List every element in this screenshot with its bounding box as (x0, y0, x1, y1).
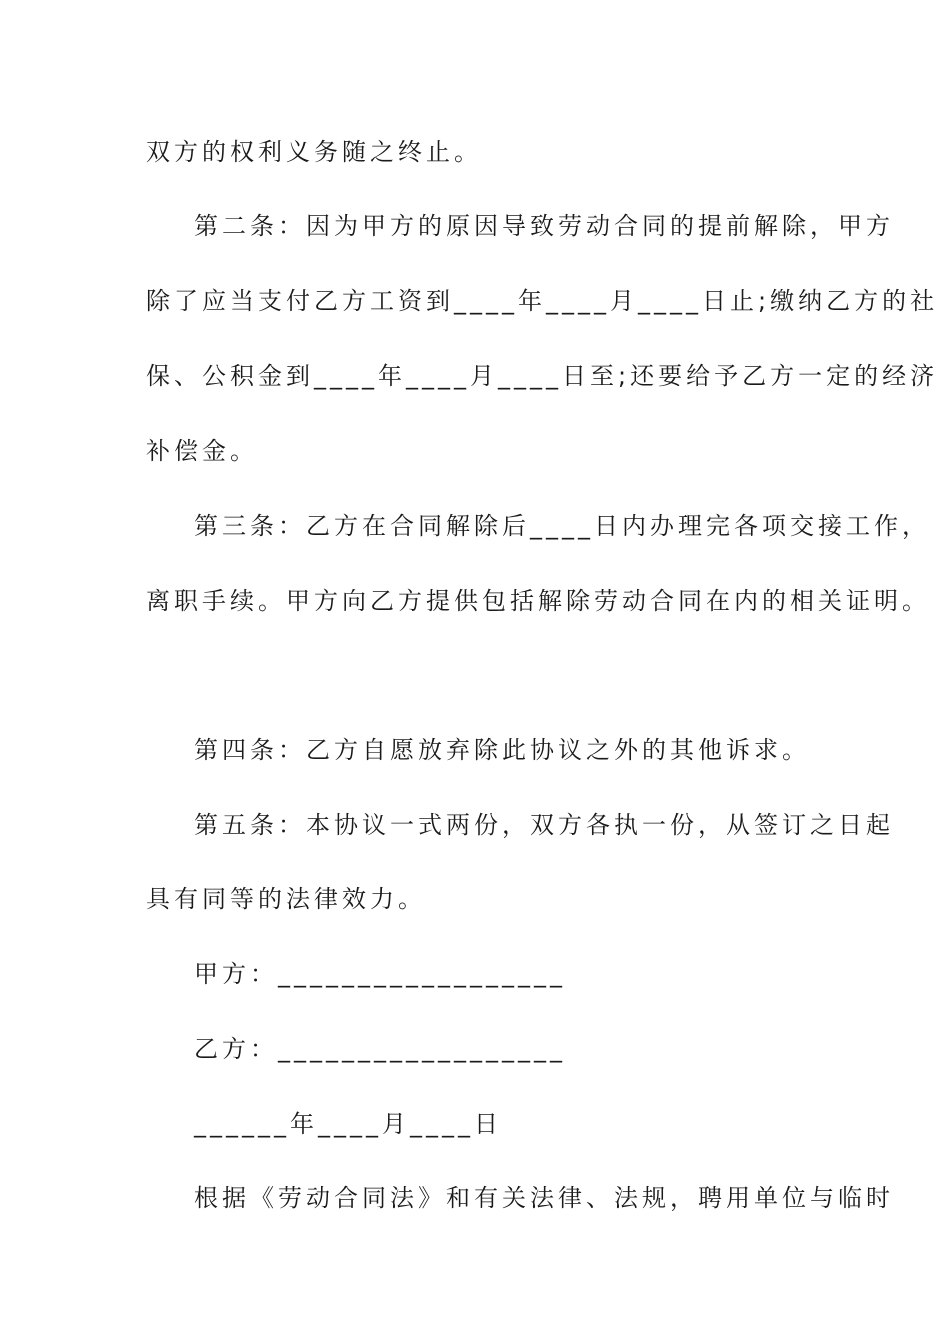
party-b-signature-line: 乙方：__________________ (194, 1035, 566, 1063)
article-2-line-2: 除了应当支付乙方工资到____年____月____日止;缴纳乙方的社 (146, 287, 939, 315)
article-3-line-2: 离职手续。甲方向乙方提供包括解除劳动合同在内的相关证明。 (146, 587, 930, 615)
article-2-line-4: 补偿金。 (146, 437, 258, 465)
article-2-line-1: 第二条：因为甲方的原因导致劳动合同的提前解除，甲方 (194, 212, 894, 240)
paragraph-line-1: 双方的权利义务随之终止。 (146, 138, 482, 166)
date-line: ______年____月____日 (194, 1110, 502, 1138)
article-4-line-1: 第四条：乙方自愿放弃除此协议之外的其他诉求。 (194, 736, 810, 764)
article-3-line-1: 第三条：乙方在合同解除后____日内办理完各项交接工作， (194, 512, 930, 540)
article-5-line-1: 第五条：本协议一式两份，双方各执一份，从签订之日起 (194, 811, 894, 839)
party-a-signature-line: 甲方：__________________ (194, 960, 566, 988)
article-2-line-3: 保、公积金到____年____月____日至;还要给予乙方一定的经济 (146, 362, 939, 390)
article-5-line-2: 具有同等的法律效力。 (146, 885, 426, 913)
intro-paragraph-line-1: 根据《劳动合同法》和有关法律、法规，聘用单位与临时 (194, 1184, 894, 1212)
